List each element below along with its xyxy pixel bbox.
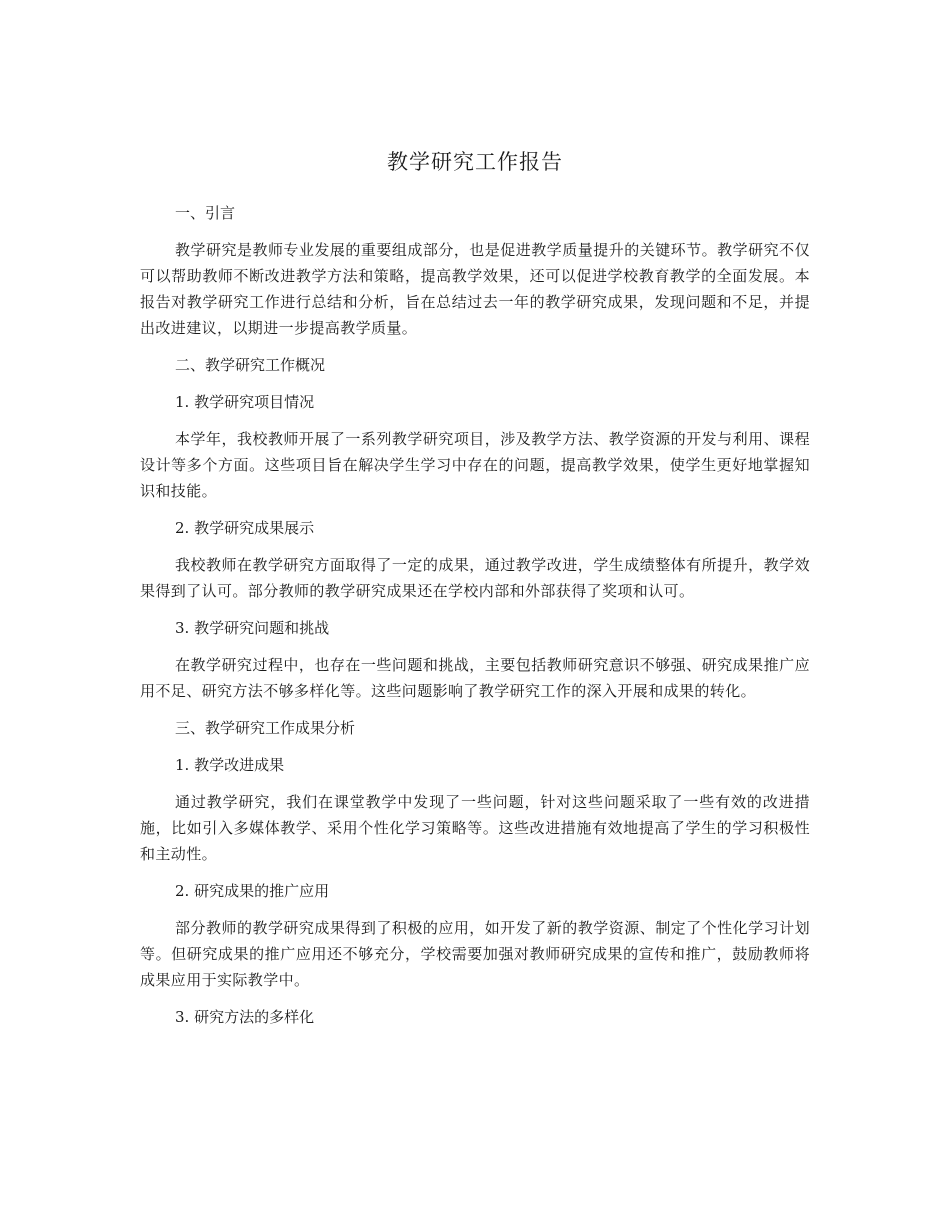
subsection-heading-problems: 3. 教学研究问题和挑战 (175, 619, 330, 637)
paragraph-achievements: 我校教师在教学研究方面取得了一定的成果，通过教学改进，学生成绩整体有所提升，教学效果得到了认可。部分教师的教学研究成果还在学校内部和外部获得了奖项和认可。 (140, 556, 810, 600)
document-title: 教学研究工作报告 (387, 150, 563, 174)
paragraph-teaching-improvement: 通过教学研究，我们在课堂教学中发现了一些问题，针对这些问题采取了一些有效的改进措施，比如引入多媒体教学、采用个性化学习策略等。这些改进措施有效地提高了学生的学习积极性和主动性。 (140, 793, 810, 863)
document-body (140, 200, 810, 1030)
paragraph-promotion: 部分教师的教学研究成果得到了积极的应用，如开发了新的教学资源、制定了个性化学习计划等。但研究成果的推广应用还不够充分，学校需要加强对教师研究成果的宣传和推广，鼓励教师将成果应用于实际教学中。 (140, 919, 810, 989)
section-heading-introduction: 一、引言 (175, 204, 236, 222)
subsection-heading-teaching-improvement: 1. 教学改进成果 (175, 756, 285, 774)
section-heading-analysis: 三、教学研究工作成果分析 (175, 719, 356, 737)
paragraph-projects: 本学年，我校教师开展了一系列教学研究项目，涉及教学方法、教学资源的开发与利用、课程设计等多个方面。这些项目旨在解决学生学习中存在的问题，提高教学效果，使学生更好地掌握知识和技能。 (140, 430, 810, 500)
paragraph-introduction: 教学研究是教师专业发展的重要组成部分，也是促进教学质量提升的关键环节。教学研究不仅可以帮助教师不断改进教学方法和策略，提高教学效果，还可以促进学校教育教学的全面发展。本报告对教学研究工作进行总结和分析，旨在总结过去一年的教学研究成果，发现问题和不足，并提出改进建议，以期进一步提高教学质量。 (140, 241, 810, 337)
subsection-heading-methods: 3. 研究方法的多样化 (175, 1008, 315, 1026)
subsection-heading-promotion: 2. 研究成果的推广应用 (175, 882, 330, 900)
section-heading-overview: 二、教学研究工作概况 (175, 356, 326, 374)
subsection-heading-projects: 1. 教学研究项目情况 (175, 393, 315, 411)
paragraph-problems: 在教学研究过程中，也存在一些问题和挑战，主要包括教师研究意识不够强、研究成果推广应用不足、研究方法不够多样化等。这些问题影响了教学研究工作的深入开展和成果的转化。 (140, 656, 810, 700)
subsection-heading-achievements: 2. 教学研究成果展示 (175, 519, 315, 537)
